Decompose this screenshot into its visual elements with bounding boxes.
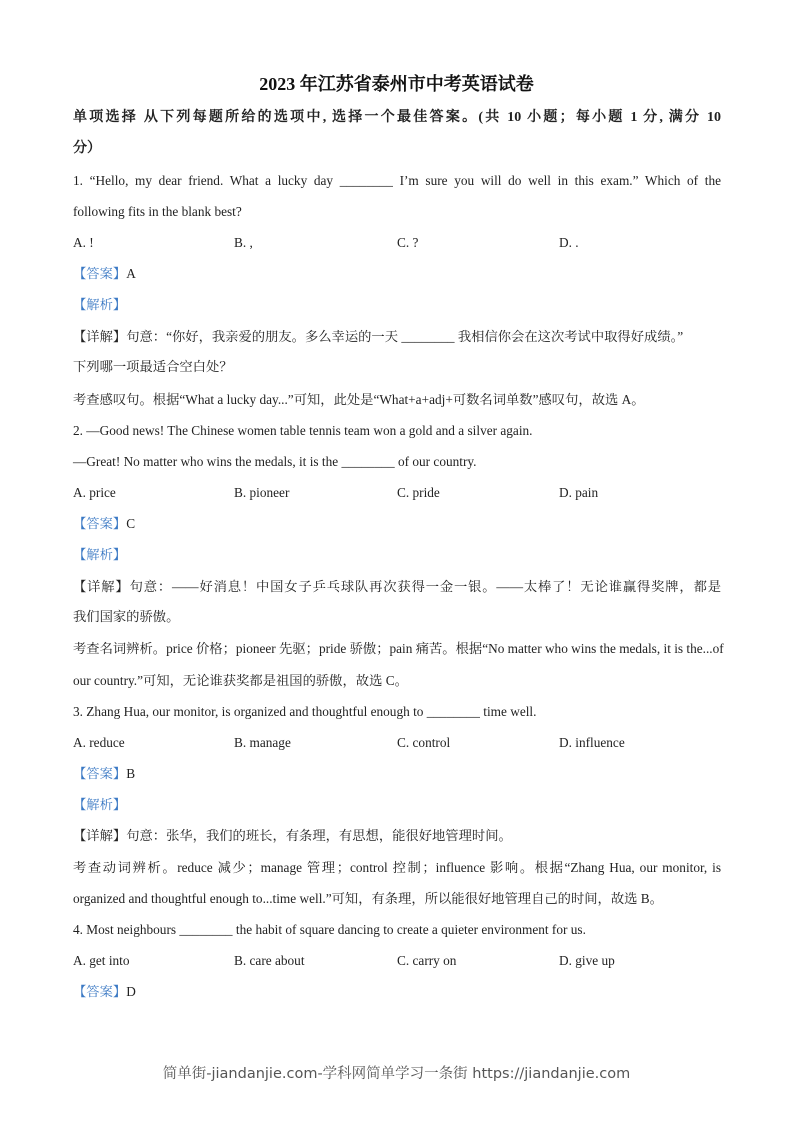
q1-answer-value: A bbox=[126, 266, 136, 281]
q1-option-b: B. , bbox=[234, 235, 253, 250]
q1-stem-line2: following fits in the blank best? bbox=[73, 204, 242, 219]
answer-tag: 【答案】 bbox=[73, 266, 127, 281]
q2-detail-line1 bbox=[73, 577, 721, 597]
q2-option-b: B. pioneer bbox=[234, 485, 290, 500]
q3-analysis-tag: 【解析】 bbox=[73, 797, 127, 812]
q4-option-a: A. get into bbox=[73, 953, 130, 968]
q4-answer-value: D bbox=[126, 984, 136, 999]
q3-option-b: B. manage bbox=[234, 735, 291, 750]
q1-option-a: A. ! bbox=[73, 235, 94, 250]
section-heading-line1: 单项选择 从下列每题所给的选项中, 选择一个最佳答案。(共 10 小题；每小题 1 分, 满分 10 bbox=[73, 110, 721, 125]
answer-tag: 【答案】 bbox=[73, 984, 127, 999]
q3-detail-line2: 考查动词辨析。reduce 减少；manage 管理；control 控制；influence 影响。根据“Zhang Hua, our monitor, is bbox=[73, 860, 721, 875]
q3-option-c: C. control bbox=[397, 735, 451, 750]
q2-detail-line2: 我们国家的骄傲。 bbox=[73, 609, 180, 624]
q1-detail-text1: 句意：“你好，我亲爱的朋友。多么幸运的一天 ________ 我相信你会在这次考试中取得好成绩。” bbox=[126, 329, 684, 344]
q1-option-d: D. . bbox=[559, 235, 579, 250]
q2-detail-text1: 句意：——好消息！中国女子乒乓球队再次获得一金一银。——太棒了！无论谁赢得奖牌，都是 bbox=[129, 579, 722, 594]
q4-option-c: C. carry on bbox=[397, 953, 457, 968]
q1-detail-line2: 下列哪一项最适合空白处？ bbox=[73, 359, 233, 374]
answer-tag: 【答案】 bbox=[73, 516, 127, 531]
q2-option-d: D. pain bbox=[559, 485, 599, 500]
section-heading-line2: 分） bbox=[73, 141, 101, 156]
detail-tag: 【详解】 bbox=[73, 828, 127, 843]
q3-answer-value: B bbox=[126, 766, 136, 781]
q4-answer bbox=[73, 982, 721, 1002]
q1-stem-line1: 1. “Hello, my dear friend. What a lucky day ________ I’m sure you will do well in this exam.” Which of the bbox=[73, 173, 721, 188]
q2-answer bbox=[73, 514, 721, 534]
q3-detail-line1 bbox=[73, 826, 721, 846]
q2-analysis-tag: 【解析】 bbox=[73, 547, 127, 562]
q3-stem-line1: 3. Zhang Hua, our monitor, is organized and thoughtful enough to ________ time well. bbox=[73, 704, 537, 719]
page-title: 2023 年江苏省泰州市中考英语试卷 bbox=[259, 74, 534, 94]
q3-detail-text1: 句意：张华，我们的班长，有条理，有思想，能很好地管理时间。 bbox=[126, 828, 512, 843]
q4-option-b: B. care about bbox=[234, 953, 305, 968]
q2-detail-line3: 考查名词辨析。price 价格；pioneer 先驱；pride 骄傲；pain 痛苦。根据“No matter who wins the medals, it is the...of bbox=[73, 641, 724, 656]
q3-option-a: A. reduce bbox=[73, 735, 125, 750]
q1-answer bbox=[73, 264, 721, 284]
q1-detail-line3: 考查感叹句。根据“What a lucky day...”可知，此处是“What+a+adj+可数名词单数”感叹句，故选 A。 bbox=[73, 392, 645, 407]
q3-detail-line3: organized and thoughtful enough to...time well.”可知，有条理，所以能很好地管理自己的时间，故选 B。 bbox=[73, 891, 663, 906]
q2-stem-line2: —Great! No matter who wins the medals, it is the ________ of our country. bbox=[73, 454, 477, 469]
q2-option-a: A. price bbox=[73, 485, 116, 500]
q2-stem-line1: 2. —Good news! The Chinese women table tennis team won a gold and a silver again. bbox=[73, 423, 533, 438]
q4-stem-line1: 4. Most neighbours ________ the habit of square dancing to create a quieter environment for us. bbox=[73, 922, 586, 937]
q3-answer bbox=[73, 764, 721, 784]
detail-tag: 【详解】 bbox=[73, 579, 130, 594]
q4-option-d: D. give up bbox=[559, 953, 615, 968]
q1-analysis-tag: 【解析】 bbox=[73, 297, 127, 312]
q2-answer-value: C bbox=[126, 516, 136, 531]
q2-option-c: C. pride bbox=[397, 485, 440, 500]
answer-tag: 【答案】 bbox=[73, 766, 127, 781]
q1-option-c: C. ? bbox=[397, 235, 419, 250]
q3-option-d: D. influence bbox=[559, 735, 625, 750]
detail-tag: 【详解】 bbox=[73, 329, 127, 344]
footer-watermark: 简单街-jiandanjie.com-学科网简单学习一条街 https://jiandanjie.com bbox=[162, 1066, 631, 1082]
q2-detail-line4: our country.”可知，无论谁获奖都是祖国的骄傲，故选 C。 bbox=[73, 673, 408, 688]
q1-detail-line1 bbox=[73, 327, 721, 347]
